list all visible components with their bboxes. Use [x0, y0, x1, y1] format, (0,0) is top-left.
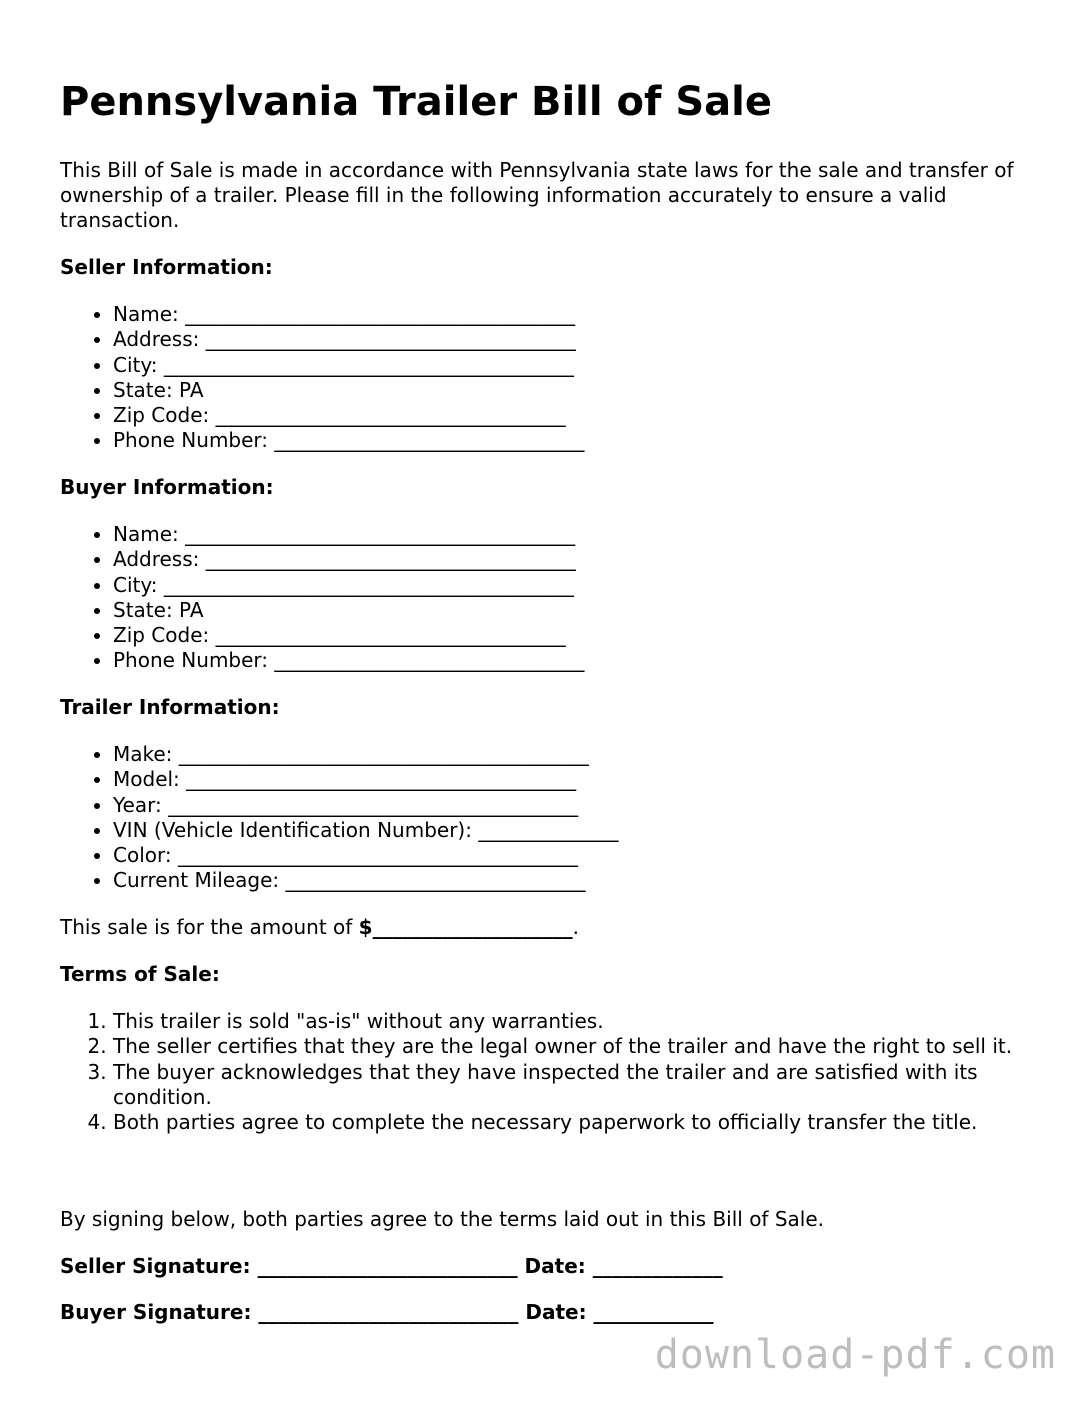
- term-item: 2. The seller certifies that they are the legal owner of the trailer and have the right to sell it.: [113, 1034, 1033, 1059]
- buyer-city-field[interactable]: • City: _________________________________________: [113, 573, 1033, 598]
- buyer-heading: Buyer Information:: [60, 475, 274, 499]
- sale-amount-suffix: .: [572, 915, 579, 939]
- buyer-signature-line[interactable]: Buyer Signature: __________________________ Date: ____________: [60, 1300, 714, 1324]
- agreement-text: By signing below, both parties agree to the terms laid out in this Bill of Sale.: [60, 1207, 824, 1231]
- trailer-fields: [60, 742, 1033, 894]
- sale-amount-field[interactable]: $____________________: [358, 915, 573, 939]
- term-item: 1. This trailer is sold "as-is" without any warranties.: [113, 1009, 1033, 1034]
- buyer-state-field: • State: PA: [113, 598, 1033, 623]
- sale-amount-prefix: This sale is for the amount of: [60, 915, 359, 939]
- terms-list: [60, 1009, 1033, 1135]
- trailer-make-field[interactable]: • Make: _________________________________________: [113, 742, 1033, 767]
- watermark: download-pdf.com: [654, 1332, 1056, 1378]
- seller-state-field: • State: PA: [113, 378, 1033, 403]
- seller-address-field[interactable]: • Address: _____________________________________: [113, 327, 1033, 352]
- trailer-color-field[interactable]: • Color: ________________________________________: [113, 843, 1033, 868]
- page-title: Pennsylvania Trailer Bill of Sale: [60, 79, 772, 125]
- trailer-heading: Trailer Information:: [60, 695, 280, 719]
- buyer-zip-field[interactable]: • Zip Code: ___________________________________: [113, 623, 1033, 648]
- seller-heading: Seller Information:: [60, 255, 273, 279]
- buyer-fields: [60, 522, 1033, 674]
- seller-zip-field[interactable]: • Zip Code: ___________________________________: [113, 403, 1033, 428]
- seller-fields: [60, 302, 1033, 454]
- trailer-year-field[interactable]: • Year: _________________________________________: [113, 793, 1033, 818]
- seller-name-field[interactable]: • Name: _______________________________________: [113, 302, 1033, 327]
- trailer-mileage-field[interactable]: • Current Mileage: ______________________________: [113, 868, 1033, 893]
- seller-phone-field[interactable]: • Phone Number: _______________________________: [113, 428, 1033, 453]
- buyer-phone-field[interactable]: • Phone Number: _______________________________: [113, 648, 1033, 673]
- trailer-vin-field[interactable]: • VIN (Vehicle Identification Number): ______________: [113, 818, 1033, 843]
- seller-signature-line[interactable]: Seller Signature: __________________________ Date: _____________: [60, 1254, 723, 1278]
- buyer-name-field[interactable]: • Name: _______________________________________: [113, 522, 1033, 547]
- sale-amount-line: [60, 915, 579, 940]
- terms-heading: Terms of Sale:: [60, 962, 220, 986]
- intro-paragraph: This Bill of Sale is made in accordance with Pennsylvania state laws for the sale and transfer of ownership of a trailer. Please fill in the following information accurately to ensure a valid transaction.: [60, 158, 1014, 232]
- term-item: 3. The buyer acknowledges that they have inspected the trailer and are satisfied with its condition.: [113, 1060, 1033, 1111]
- trailer-model-field[interactable]: • Model: _______________________________________: [113, 767, 1033, 792]
- seller-city-field[interactable]: • City: _________________________________________: [113, 353, 1033, 378]
- buyer-address-field[interactable]: • Address: _____________________________________: [113, 547, 1033, 572]
- term-item: 4. Both parties agree to complete the necessary paperwork to officially transfer the title.: [113, 1110, 1033, 1135]
